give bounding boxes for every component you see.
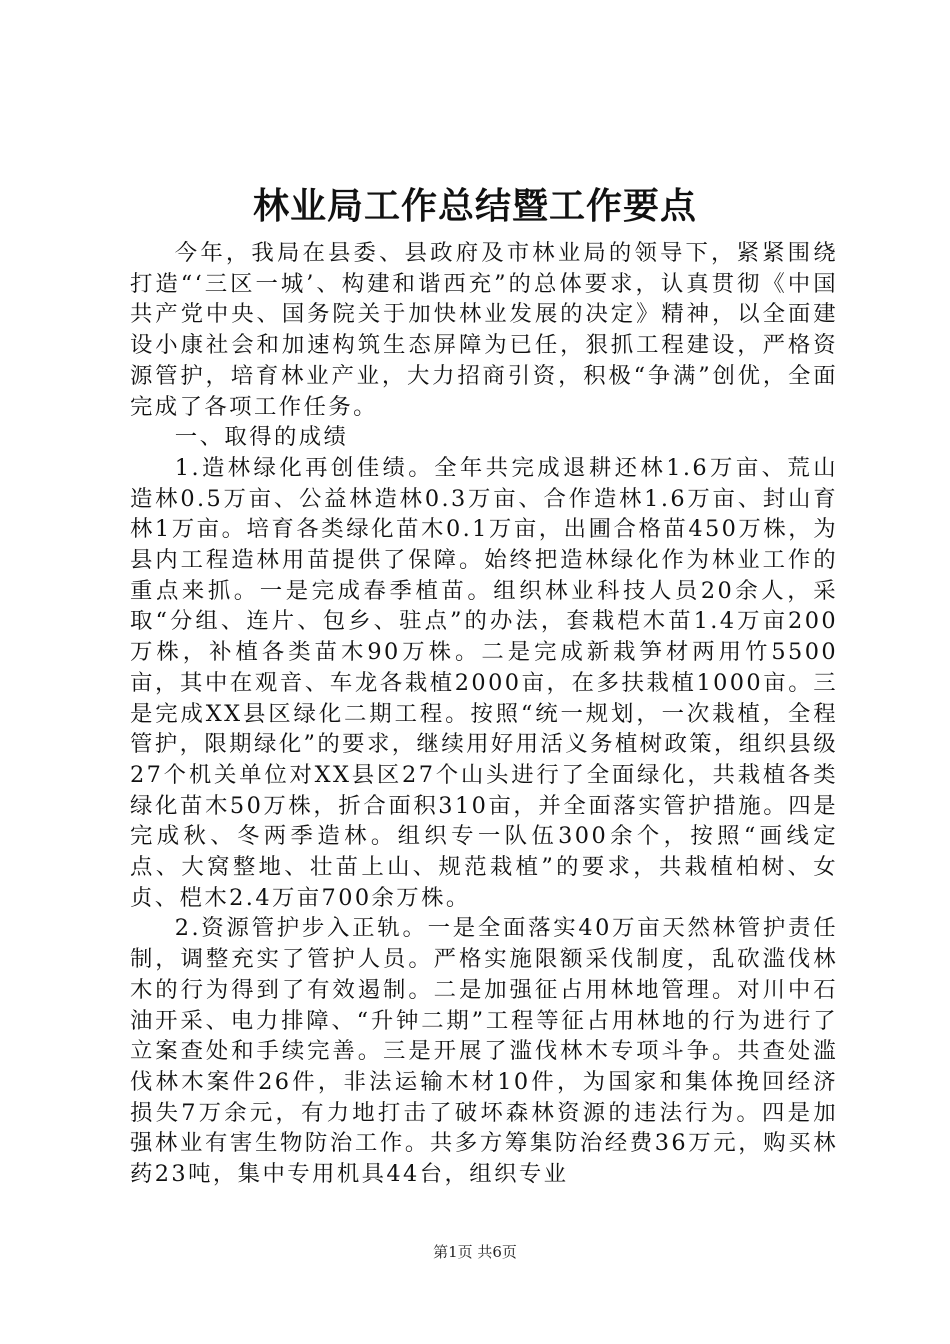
- intro-paragraph: 今年，我局在县委、县政府及市林业局的领导下，紧紧围绕打造“‘三区一城’、构建和谐西充”的总体要求，认真贯彻《中国共产党中央、国务院关于加快林业发展的决定》精神，以全面建设小康社会和加速构筑生态屏障为已任，狠抓工程建设，严格资源管护，培育林业产业，大力招商引资，积极“争满”创优，全面完成了各项工作任务。: [130, 240, 838, 420]
- page-number-footer: 第1页 共6页: [433, 1243, 517, 1261]
- body-paragraph: 2.资源管护步入正轨。一是全面落实40万亩天然林管护责任制，调整充实了管护人员。严格实施限额采伐制度，乱砍滥伐林木的行为得到了有效遏制。二是加强征占用林地管理。对川中石油开采、电力排障、“升钟二期”工程等征占用林地的行为进行了立案查处和手续完善。三是开展了滥伐林木专项斗争。共查处滥伐林木案件26件，非法运输木材10件，为国家和集体挽回经济损失7万余元，有力地打击了破坏森林资源的违法行为。四是加强林业有害生物防治工作。共多方筹集防治经费36万元，购买林药23吨，集中专用机具44台，组织专业: [130, 915, 838, 1188]
- document-title: 林业局工作总结暨工作要点: [252, 186, 697, 227]
- section-heading: 一、取得的成绩: [174, 424, 349, 451]
- body-paragraph: 1.造林绿化再创佳绩。全年共完成退耕还林1.6万亩、荒山造林0.5万亩、公益林造林0.3万亩、合作造林1.6万亩、封山育林1万亩。培育各类绿化苗木0.1万亩，出圃合格苗450万株，为县内工程造林用苗提供了保障。始终把造林绿化作为林业工作的重点来抓。一是完成春季植苗。组织林业科技人员20余人，采取“分组、连片、包乡、驻点”的办法，套栽桤木苗1.4万亩200万株，补植各类苗木90万株。二是完成新栽笋材两用竹5500亩，其中在观音、车龙各栽植2000亩，在多扶栽植1000亩。三是完成XX县区绿化二期工程。按照“统一规划，一次栽植，全程管护，限期绿化”的要求，继续用好用活义务植树政策，组织县级27个机关单位对XX县区27个山头进行了全面绿化，共栽植各类绿化苗木50万株，折合面积310亩，并全面落实管护措施。四是完成秋、冬两季造林。组织专一队伍300余个，按照“画线定点、大窝整地、壮苗上山、规范栽植”的要求，共栽植柏树、女贞、桤木2.4万亩700余万株。: [130, 454, 838, 911]
- document-body: [130, 238, 838, 1190]
